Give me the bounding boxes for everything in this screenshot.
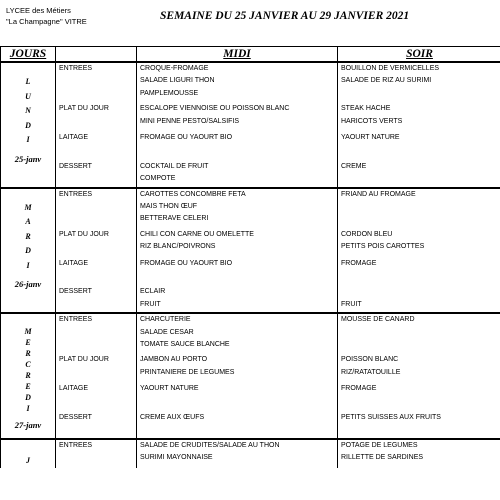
day-letter: L [25,77,31,86]
menu-row [1,62,500,103]
meal-category [56,188,137,229]
category-label: DESSERT [59,288,92,296]
midi-dish: CREME AUX ŒUFS [140,413,205,421]
category-label: ENTREES [59,65,93,72]
school-header [6,5,87,27]
midi-dishes [137,161,338,188]
column-header-category [56,47,137,63]
meal-category [56,383,137,412]
day-name-vertical [1,440,55,469]
meal-category [56,439,137,469]
category-label: ENTREES [59,316,93,324]
day-letter: I [26,260,30,270]
school-location: "La Champagne" VITRE [6,17,87,26]
day-letter: R [25,371,31,381]
midi-dish: SALADE CESAR [140,328,194,336]
menu-row [1,229,500,258]
midi-dishes [137,132,338,161]
midi-dish: PRINTANIERE DE LEGUMES [140,368,235,376]
day-date: 27-janv [14,420,42,431]
midi-dish: FROMAGE OU YAOURT BIO [140,133,233,141]
menu-row [1,412,500,439]
menu-table-container [0,46,500,468]
meal-category [56,103,137,132]
midi-dishes [137,313,338,354]
midi-dish: SURIMI MAYONNAISE [140,454,213,462]
category-label: LAITAGE [59,385,89,393]
day-date: 25-janv [14,153,42,164]
soir-dishes [338,132,500,161]
midi-dishes [137,103,338,132]
soir-dishes [338,439,500,469]
column-header-soir: SOIR [338,47,500,63]
category-label: ENTREES [59,441,93,449]
menu-row [1,286,500,313]
meal-category [56,132,137,161]
day-cell [1,313,56,439]
soir-dish: CORDON BLEU [341,230,393,238]
day-letter: I [26,404,30,414]
midi-dish: JAMBON AU PORTO [140,356,208,364]
midi-dishes [137,229,338,258]
meal-category [56,412,137,439]
day-name-vertical [1,189,55,274]
meal-category [56,161,137,188]
soir-dish: FRUIT [341,300,362,308]
menu-row [1,354,500,383]
soir-dish: POISSON BLANC [341,356,399,364]
soir-dish: YAOURT NATURE [341,133,400,141]
soir-dishes [338,188,500,229]
midi-dish: FRUIT [140,300,161,308]
category-label: DESSERT [59,162,92,170]
day-letter: E [25,382,31,392]
day-cell [1,188,56,314]
soir-dishes [338,383,500,412]
soir-dishes [338,286,500,313]
midi-dishes [137,188,338,229]
soir-dish: FROMAGE [341,259,377,267]
midi-dish: CROQUE-FROMAGE [140,65,209,72]
day-cell [1,62,56,188]
midi-dish: RIZ BLANC/POIVRONS [140,243,216,251]
midi-dish: CAROTTES CONCOMBRE FETA [140,190,246,198]
day-letter: D [25,246,31,256]
menu-row [1,161,500,188]
menu-row [1,188,500,229]
school-name: LYCEE des Métiers [6,6,71,15]
soir-dish: FROMAGE [341,385,377,393]
midi-dish: ESCALOPE VIENNOISE OU POISSON BLANC [140,105,290,113]
midi-dishes [137,62,338,103]
midi-dish: PAMPLEMOUSSE [140,89,199,97]
day-cell [1,439,56,469]
category-label: PLAT DU JOUR [59,356,109,364]
soir-dish: BOUILLON DE VERMICELLES [341,65,440,72]
day-letter: E [25,338,31,348]
midi-dish: COMPOTE [140,175,176,183]
soir-dishes [338,313,500,354]
day-letter: R [25,231,31,241]
day-letter: U [25,91,31,101]
menu-row [1,258,500,287]
soir-dishes [338,161,500,188]
midi-dish: BETTERAVE CELERI [140,215,209,223]
soir-dish: CREME [341,162,367,170]
menu-table [0,46,500,468]
menu-row [1,313,500,354]
day-letter: R [25,349,31,359]
menu-row [1,383,500,412]
midi-dish: ECLAIR [140,288,166,296]
soir-dishes [338,103,500,132]
day-letter: N [25,106,31,115]
day-date: 26-janv [14,279,42,290]
soir-dish: PETITS POIS CAROTTES [341,243,425,251]
midi-dish: TOMATE SAUCE BLANCHE [140,340,230,348]
soir-dishes [338,412,500,439]
menu-row [1,439,500,469]
midi-dish: SALADE DE CRUDITES/SALADE AU THON [140,441,280,449]
soir-dish [341,286,500,298]
day-letter: D [25,393,31,403]
midi-dishes [137,354,338,383]
day-letter: I [26,135,30,144]
soir-dish: SALADE DE RIZ AU SURIMI [341,77,432,85]
midi-dish: CHILI CON CARNE OU OMELETTE [140,230,254,238]
day-letter: D [25,120,31,130]
midi-dish: MAIS THON ŒUF [140,202,198,210]
meal-category [56,258,137,287]
meal-category [56,229,137,258]
midi-dish: YAOURT NATURE [140,385,199,393]
menu-body [1,62,500,468]
meal-category [56,313,137,354]
midi-dishes [137,383,338,412]
soir-dish: STEAK HACHE [341,105,391,113]
day-letter: A [25,217,31,227]
category-label: ENTREES [59,190,93,198]
soir-dish: MOUSSE DE CANARD [341,316,415,324]
menu-row [1,103,500,132]
meal-category [56,354,137,383]
category-label: PLAT DU JOUR [59,230,109,238]
category-label: PLAT DU JOUR [59,105,109,113]
soir-dishes [338,354,500,383]
day-letter: J [26,455,30,465]
day-name-vertical [1,314,55,414]
day-name-vertical [1,63,55,148]
soir-dish: PETITS SUISSES AUX FRUITS [341,413,441,421]
column-header-midi: MIDI [137,47,338,63]
soir-dish: HARICOTS VERTS [341,117,403,125]
week-title: SEMAINE DU 25 JANVIER AU 29 JANVIER 2021 [160,10,410,22]
midi-dish: SALADE LIGURI THON [140,77,215,85]
midi-dish: FROMAGE OU YAOURT BIO [140,259,233,267]
category-label: LAITAGE [59,259,89,267]
soir-dish: RIZ/RATATOUILLE [341,368,401,376]
category-label: DESSERT [59,413,92,421]
soir-dishes [338,229,500,258]
column-header-days: JOURS [1,47,56,63]
day-letter: C [25,360,31,370]
midi-dishes [137,412,338,439]
midi-dishes [137,286,338,313]
category-label: LAITAGE [59,133,89,141]
soir-dish: RILLETTE DE SARDINES [341,454,424,462]
soir-dish: FRIAND AU FROMAGE [341,190,416,198]
day-letter: M [24,327,32,337]
meal-category [56,62,137,103]
midi-dish: MINI PENNE PESTO/SALSIFIS [140,117,240,125]
soir-dishes [338,62,500,103]
midi-dish: CHARCUTERIE [140,316,191,324]
midi-dish: COCKTAIL DE FRUIT [140,162,209,170]
meal-category [56,286,137,313]
soir-dishes [338,258,500,287]
midi-dishes [137,439,338,469]
day-letter: M [24,202,32,212]
soir-dish: POTAGE DE LEGUMES [341,441,418,449]
menu-row [1,132,500,161]
midi-dishes [137,258,338,287]
